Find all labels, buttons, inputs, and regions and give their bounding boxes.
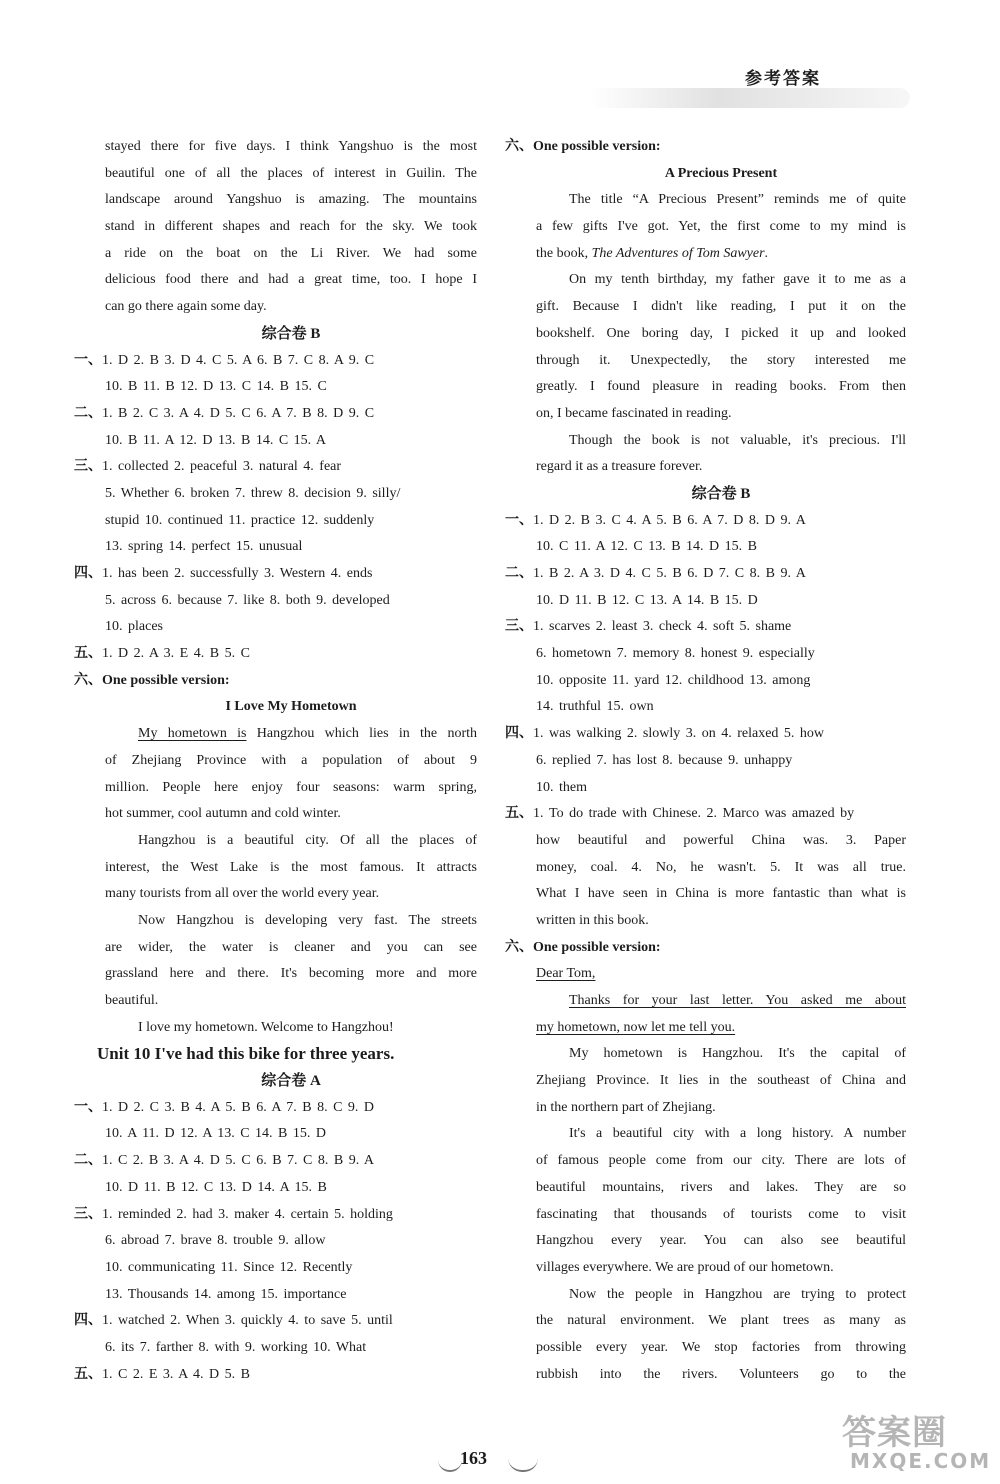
text-line: The title “A Precious Present” reminds me of quite	[569, 192, 906, 208]
text-line: the natural environment. We plant trees as many as	[536, 1313, 906, 1329]
answer-line	[74, 1308, 477, 1335]
answer-line: 10. B 11. A 12. D 13. B 14. C 15. A	[105, 432, 327, 448]
answer-text: 1. B 2. C 3. A 4. D 5. C 6. A 7. B 8. D 9. C	[102, 405, 375, 421]
text-line: stayed there for five days. I think Yangshuo is the most	[105, 139, 477, 154]
underlined-text: My hometown is	[138, 726, 247, 742]
text-line: million. People here enjoy four seasons: warm spring,	[105, 779, 477, 795]
text-line: in the northern part of Zhejiang.	[536, 1099, 716, 1115]
answer-line: money, coal. 4. No, he wasn't. 5. It was all true.	[536, 859, 906, 875]
text-line: a ride on the boat on the Li River. We had some	[105, 245, 477, 261]
answer-text: 1. scarves 2. least 3. check 4. soft 5. shame	[533, 619, 792, 635]
text-line: are wider, the water is cleaner and you can see	[105, 939, 477, 955]
text-line: Hangzhou is a beautiful city. Of all the places of	[138, 832, 477, 848]
answer-line	[74, 561, 477, 588]
text-line: On my tenth birthday, my father gave it to me as a	[569, 272, 906, 288]
answer-line: 5. Whether 6. broken 7. threw 8. decision 9. silly/	[105, 485, 401, 501]
answer-line: 10. C 11. A 12. C 13. B 14. D 15. B	[536, 539, 758, 555]
answer-line: 10. A 11. D 12. A 13. C 14. B 15. D	[105, 1126, 327, 1142]
answer-line: What I have seen in China is more fantastic than what is	[536, 886, 906, 902]
answer-line: 10. D 11. B 12. C 13. D 14. A 15. B	[105, 1179, 327, 1195]
answer-line: 13. spring 14. perfect 15. unusual	[105, 539, 303, 555]
text-line: on, I became fascinated in reading.	[536, 405, 732, 421]
part-label: 六、	[505, 939, 533, 955]
text-line: interest, the West Lake is the most famous. It attracts	[105, 859, 477, 875]
answer-text: 1. B 2. A 3. D 4. C 5. B 6. D 7. C 8. B 9. A	[533, 566, 806, 581]
text-line: It's a beautiful city with a long history. A number	[569, 1126, 906, 1142]
answer-line	[74, 641, 477, 668]
answer-line	[74, 454, 477, 481]
answer-line: written in this book.	[536, 912, 649, 928]
answer-text: 1. C 2. B 3. A 4. D 5. C 6. B 7. C 8. B 9. A	[102, 1153, 375, 1169]
essay-title: I Love My Hometown	[225, 699, 357, 715]
right-column	[505, 134, 906, 1388]
answer-line: 10. opposite 11. yard 12. childhood 13. among	[536, 672, 811, 688]
part-label: 四、	[505, 726, 533, 742]
part-label: 一、	[505, 512, 533, 528]
text-line: Now Hangzhou is developing very fast. The streets	[138, 912, 477, 928]
answer-line	[74, 348, 477, 375]
part-label: 一、	[74, 352, 102, 368]
part-label: 五、	[505, 806, 533, 822]
text-line: Hangzhou every year. You can also see beautiful	[536, 1233, 906, 1249]
answer-line: 10. places	[105, 619, 163, 635]
part-label: 六、	[74, 672, 102, 688]
text-span: the book,	[536, 245, 592, 261]
text-line	[536, 241, 906, 268]
answer-text: 1. D 2. C 3. B 4. A 5. B 6. A 7. B 8. C 9. D	[102, 1099, 375, 1115]
text-line	[536, 1015, 906, 1042]
watermark-url: MXQE.COM	[850, 1449, 992, 1473]
part-label: 五、	[74, 1366, 102, 1382]
part-label: 三、	[74, 1206, 102, 1222]
text-line: gift. Because I didn't like reading, I put it on the	[536, 299, 906, 315]
answer-text: 1. To do trade with Chinese. 2. Marco was amazed by	[533, 806, 855, 822]
text-line: Though the book is not valuable, it's precious. I'll	[569, 432, 906, 448]
essay-title: A Precious Present	[664, 165, 778, 181]
text-line: many tourists from all over the world every year.	[105, 886, 380, 902]
underlined-text: my hometown, now let me tell you.	[536, 1019, 736, 1035]
section-title: 综合卷 B	[261, 325, 321, 342]
part-label: 二、	[74, 405, 102, 421]
answer-text: One possible version:	[533, 939, 661, 955]
text-line: grassland here and there. It's becoming more and more	[105, 966, 477, 982]
answer-line	[505, 561, 906, 588]
answer-line	[505, 801, 906, 828]
answer-text: 1. was walking 2. slowly 3. on 4. relaxed 5. how	[533, 726, 825, 742]
text-line: beautiful mountains, rivers and lakes. They are so	[536, 1179, 906, 1195]
answer-text: One possible version:	[102, 672, 230, 688]
answer-line	[505, 614, 906, 641]
answer-text: 1. collected 2. peaceful 3. natural 4. fear	[102, 459, 342, 475]
answer-line	[74, 1095, 477, 1122]
part-label: 五、	[74, 646, 102, 662]
answer-line: 6. replied 7. has lost 8. because 9. unhappy	[536, 752, 793, 768]
part-label: 六、	[505, 139, 533, 154]
text-span: .	[764, 245, 769, 261]
part-label: 三、	[505, 619, 533, 635]
book-title: The Adventures of Tom Sawyer	[591, 245, 765, 261]
answer-text: 1. D 2. B 3. D 4. C 5. A 6. B 7. C 8. A 9. C	[102, 352, 375, 368]
text-line: beautiful one of all the places of interest in Guilin. The	[105, 165, 477, 181]
answer-line	[505, 134, 906, 161]
answer-text: 1. has been 2. successfully 3. Western 4. ends	[102, 566, 373, 581]
text-line: of Zhejiang Province with a population of about 9	[105, 752, 477, 768]
text-line: Zhejiang Province. It lies in the southeast of China and	[536, 1073, 906, 1089]
text-line	[105, 721, 477, 748]
answer-line	[74, 401, 477, 428]
answer-line	[74, 1362, 477, 1389]
text-line: through it. Unexpectedly, the story interested me	[536, 352, 906, 368]
text-line: can go there again some day.	[105, 299, 267, 315]
answer-line: 10. them	[536, 779, 587, 795]
section-title: 综合卷 B	[691, 485, 751, 502]
part-label: 一、	[74, 1099, 102, 1115]
text-line: a few gifts I've got. Yet, the first come to my mind is	[536, 219, 906, 235]
answer-text: One possible version:	[533, 139, 661, 154]
underlined-text: Dear Tom,	[536, 966, 596, 982]
text-line: fascinating that thousands of tourists come to visit	[536, 1206, 906, 1222]
text-line: hot summer, cool autumn and cold winter.	[105, 806, 341, 822]
left-column	[74, 134, 477, 1388]
text-line: Now the people in Hangzhou are trying to protect	[569, 1286, 906, 1302]
text-line: landscape around Yangshuo is amazing. The mountains	[105, 192, 477, 208]
text-line: bookshelf. One boring day, I picked it up and looked	[536, 325, 906, 341]
answer-text: 1. reminded 2. had 3. maker 4. certain 5. holding	[102, 1206, 393, 1222]
text-line: beautiful.	[105, 993, 159, 1008]
watermark-text: 答案圈	[842, 1413, 947, 1453]
text-line: of famous people come from our city. There are lots of	[536, 1153, 906, 1169]
answer-line: 5. across 6. because 7. like 8. both 9. developed	[105, 592, 390, 608]
text-line: villages everywhere. We are proud of our hometown.	[536, 1259, 834, 1275]
answer-text: 1. D 2. B 3. C 4. A 5. B 6. A 7. D 8. D 9. A	[533, 512, 806, 528]
answer-line	[74, 668, 477, 695]
answer-text: 1. C 2. E 3. A 4. D 5. B	[102, 1366, 250, 1382]
text-line: stand in different shapes and reach for the sky. We took	[105, 219, 477, 235]
section-title: 综合卷 A	[261, 1073, 321, 1090]
part-label: 四、	[74, 566, 102, 581]
answer-text: 1. watched 2. When 3. quickly 4. to save 5. until	[102, 1313, 393, 1329]
footer-flourish-left	[438, 1456, 462, 1472]
answer-line	[74, 1202, 477, 1229]
answer-line: 13. Thousands 14. among 15. importance	[105, 1286, 347, 1302]
letter-greeting	[536, 961, 906, 988]
text-line: My hometown is Hangzhou. It's the capital of	[569, 1046, 906, 1062]
text-line: possible every year. We stop factories from throwing	[536, 1339, 906, 1355]
watermark-logo	[842, 1405, 992, 1483]
part-label: 三、	[74, 459, 102, 475]
text-line: regard it as a treasure forever.	[536, 459, 703, 475]
answer-line: 10. B 11. B 12. D 13. C 14. B 15. C	[105, 379, 327, 395]
text-line: I love my hometown. Welcome to Hangzhou!	[138, 1019, 394, 1035]
part-label: 四、	[74, 1313, 102, 1329]
answer-line: 14. truthful 15. own	[536, 699, 654, 715]
header-decoration	[590, 88, 910, 108]
answer-line: 6. abroad 7. brave 8. trouble 9. allow	[105, 1233, 326, 1249]
answer-text: 1. D 2. A 3. E 4. B 5. C	[102, 646, 250, 662]
text-line	[536, 988, 906, 1015]
page-header	[0, 0, 1000, 110]
text-line: delicious food there and had a great time, too. I hope I	[105, 272, 477, 288]
text-line: rubbish into the rivers. Volunteers go to the	[536, 1366, 906, 1382]
text-line: greatly. I found pleasure in reading books. From then	[536, 379, 906, 395]
answer-line: 10. D 11. B 12. C 13. A 14. B 15. D	[536, 592, 758, 608]
header-title: 参考答案	[745, 69, 821, 88]
page-number: 163	[460, 1448, 487, 1468]
answer-line: 6. its 7. farther 8. with 9. working 10. What	[105, 1339, 367, 1355]
unit-title: Unit 10 I've had this bike for three years.	[97, 1044, 395, 1064]
answer-line	[505, 721, 906, 748]
answer-line	[505, 508, 906, 535]
answer-line: 6. hometown 7. memory 8. honest 9. especially	[536, 646, 815, 662]
answer-line: stupid 10. continued 11. practice 12. suddenly	[105, 512, 375, 528]
footer-flourish-right	[508, 1456, 538, 1472]
part-label: 二、	[505, 566, 533, 581]
part-label: 二、	[74, 1153, 102, 1169]
answer-line	[74, 1148, 477, 1175]
answer-line	[505, 935, 906, 962]
answer-line: how beautiful and powerful China was. 3. Paper	[536, 832, 906, 848]
text-span: Hangzhou which lies in the north	[246, 726, 477, 742]
answer-line: 10. communicating 11. Since 12. Recently	[105, 1259, 353, 1275]
underlined-text: Thanks for your last letter. You asked me about	[569, 993, 906, 1008]
